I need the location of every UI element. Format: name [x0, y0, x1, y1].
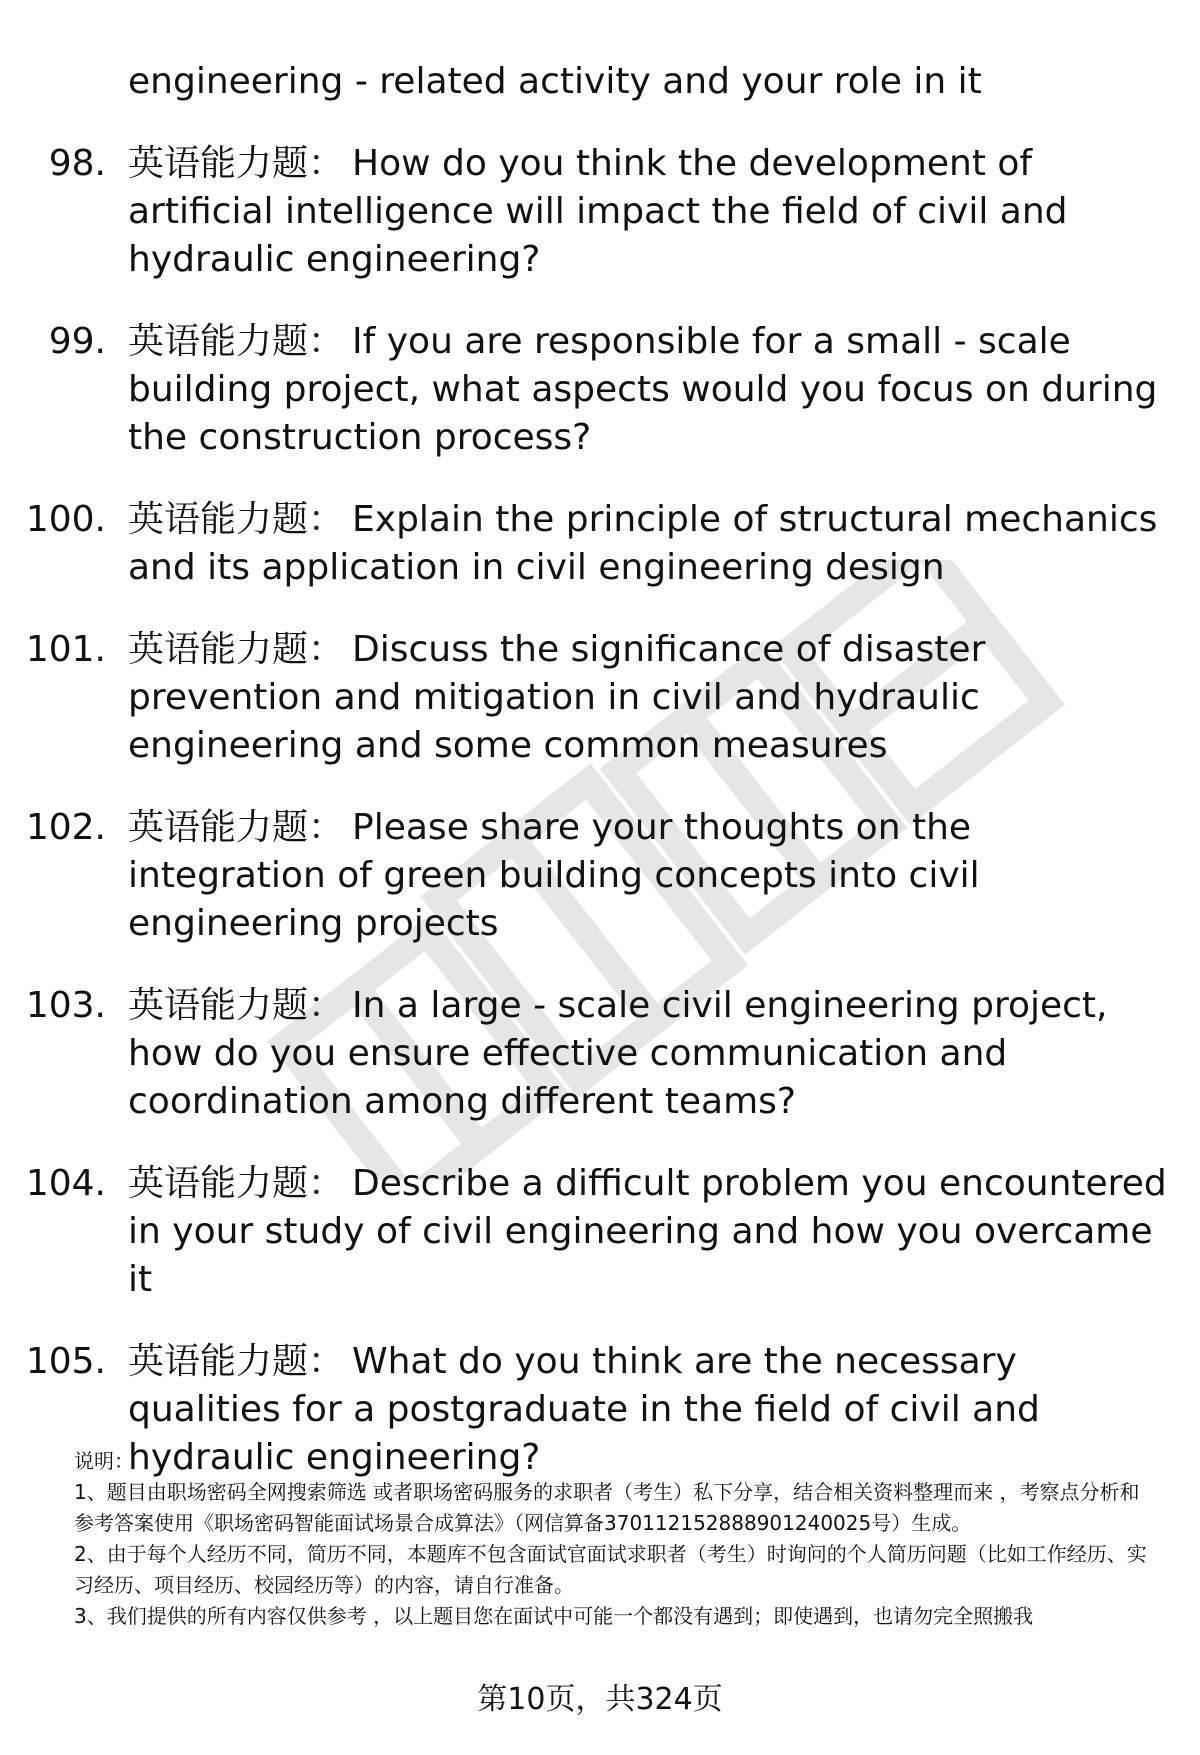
question-text: Explain the principle of structural mechanics and its application in civil engineering design — [128, 499, 1158, 588]
question-item — [0, 982, 1200, 1126]
question-text-block — [128, 982, 1168, 1126]
question-number: 105. — [25, 1341, 106, 1382]
question-number: 99. — [48, 321, 106, 362]
question-number: 98. — [48, 143, 106, 184]
question-text: In a large - scale civil engineering project, how do you ensure effective communication and coordination among different teams? — [128, 985, 1108, 1122]
notes-heading: 说明： — [74, 1449, 134, 1473]
question-item — [0, 496, 1200, 592]
notes-item: 3、我们提供的所有内容仅供参考 ，以上题目您在面试中可能一个都没有遇到；即使遇到，也请勿完全照搬我 — [74, 1604, 1034, 1628]
question-text-block — [128, 626, 1168, 770]
question-continuation-text: engineering - related activity and your role in it — [128, 61, 982, 102]
question-text: Discuss the significance of disaster prevention and mitigation in civil and hydraulic engineering and some common measures — [128, 629, 986, 766]
question-item — [0, 318, 1200, 462]
question-text: Please share your thoughts on the integration of green building concepts into civil engineering projects — [128, 807, 980, 944]
question-number: 102. — [25, 807, 106, 848]
question-category: 英语能力题： — [128, 499, 345, 540]
question-text: What do you think are the necessary qualities for a postgraduate in the field of civil and hydraulic engineering? — [128, 1341, 1040, 1478]
question-text-block — [128, 140, 1168, 284]
question-category: 英语能力题： — [128, 321, 345, 362]
notes-item: 1、题目由职场密码全网搜索筛选 或者职场密码服务的求职者（考生）私下分享，结合相关资料整理而来 ，考察点分析和参考答案使用《职场密码智能面试场景合成算法》（网信算备370112152888901240025号）生成。 — [74, 1480, 1140, 1535]
question-category: 英语能力题： — [128, 985, 345, 1026]
question-text-block — [128, 318, 1168, 462]
question-item — [0, 626, 1200, 770]
question-category: 英语能力题： — [128, 1163, 345, 1204]
question-number: 100. — [25, 499, 106, 540]
question-category: 英语能力题： — [128, 629, 345, 670]
question-text: How do you think the development of artificial intelligence will impact the field of civil and hydraulic engineering? — [128, 143, 1068, 280]
question-number: 103. — [25, 985, 106, 1026]
question-item — [0, 1160, 1200, 1304]
question-category: 英语能力题： — [128, 1341, 345, 1382]
question-text-block — [128, 804, 1168, 948]
question-category: 英语能力题： — [128, 143, 345, 184]
notes-section — [74, 1446, 1154, 1632]
question-text-block — [128, 1160, 1168, 1304]
question-text: Describe a difficult problem you encountered in your study of civil engineering and how you overcame it — [128, 1163, 1167, 1300]
question-text: If you are responsible for a small - scale building project, what aspects would you focus on during the construction process? — [128, 321, 1158, 458]
question-number: 101. — [25, 629, 106, 670]
question-number: 104. — [25, 1163, 106, 1204]
question-list — [0, 140, 1200, 1516]
page-footer: 第10页，共324页 — [477, 1682, 723, 1717]
question-item — [0, 804, 1200, 948]
question-text-block — [128, 496, 1168, 592]
notes-item: 2、由于每个人经历不同，简历不同，本题库不包含面试官面试求职者（考生）时询问的个人简历问题（比如工作经历、实习经历、项目经历、校园经历等）的内容，请自行准备。 — [74, 1542, 1147, 1597]
question-category: 英语能力题： — [128, 807, 345, 848]
question-item — [0, 140, 1200, 284]
